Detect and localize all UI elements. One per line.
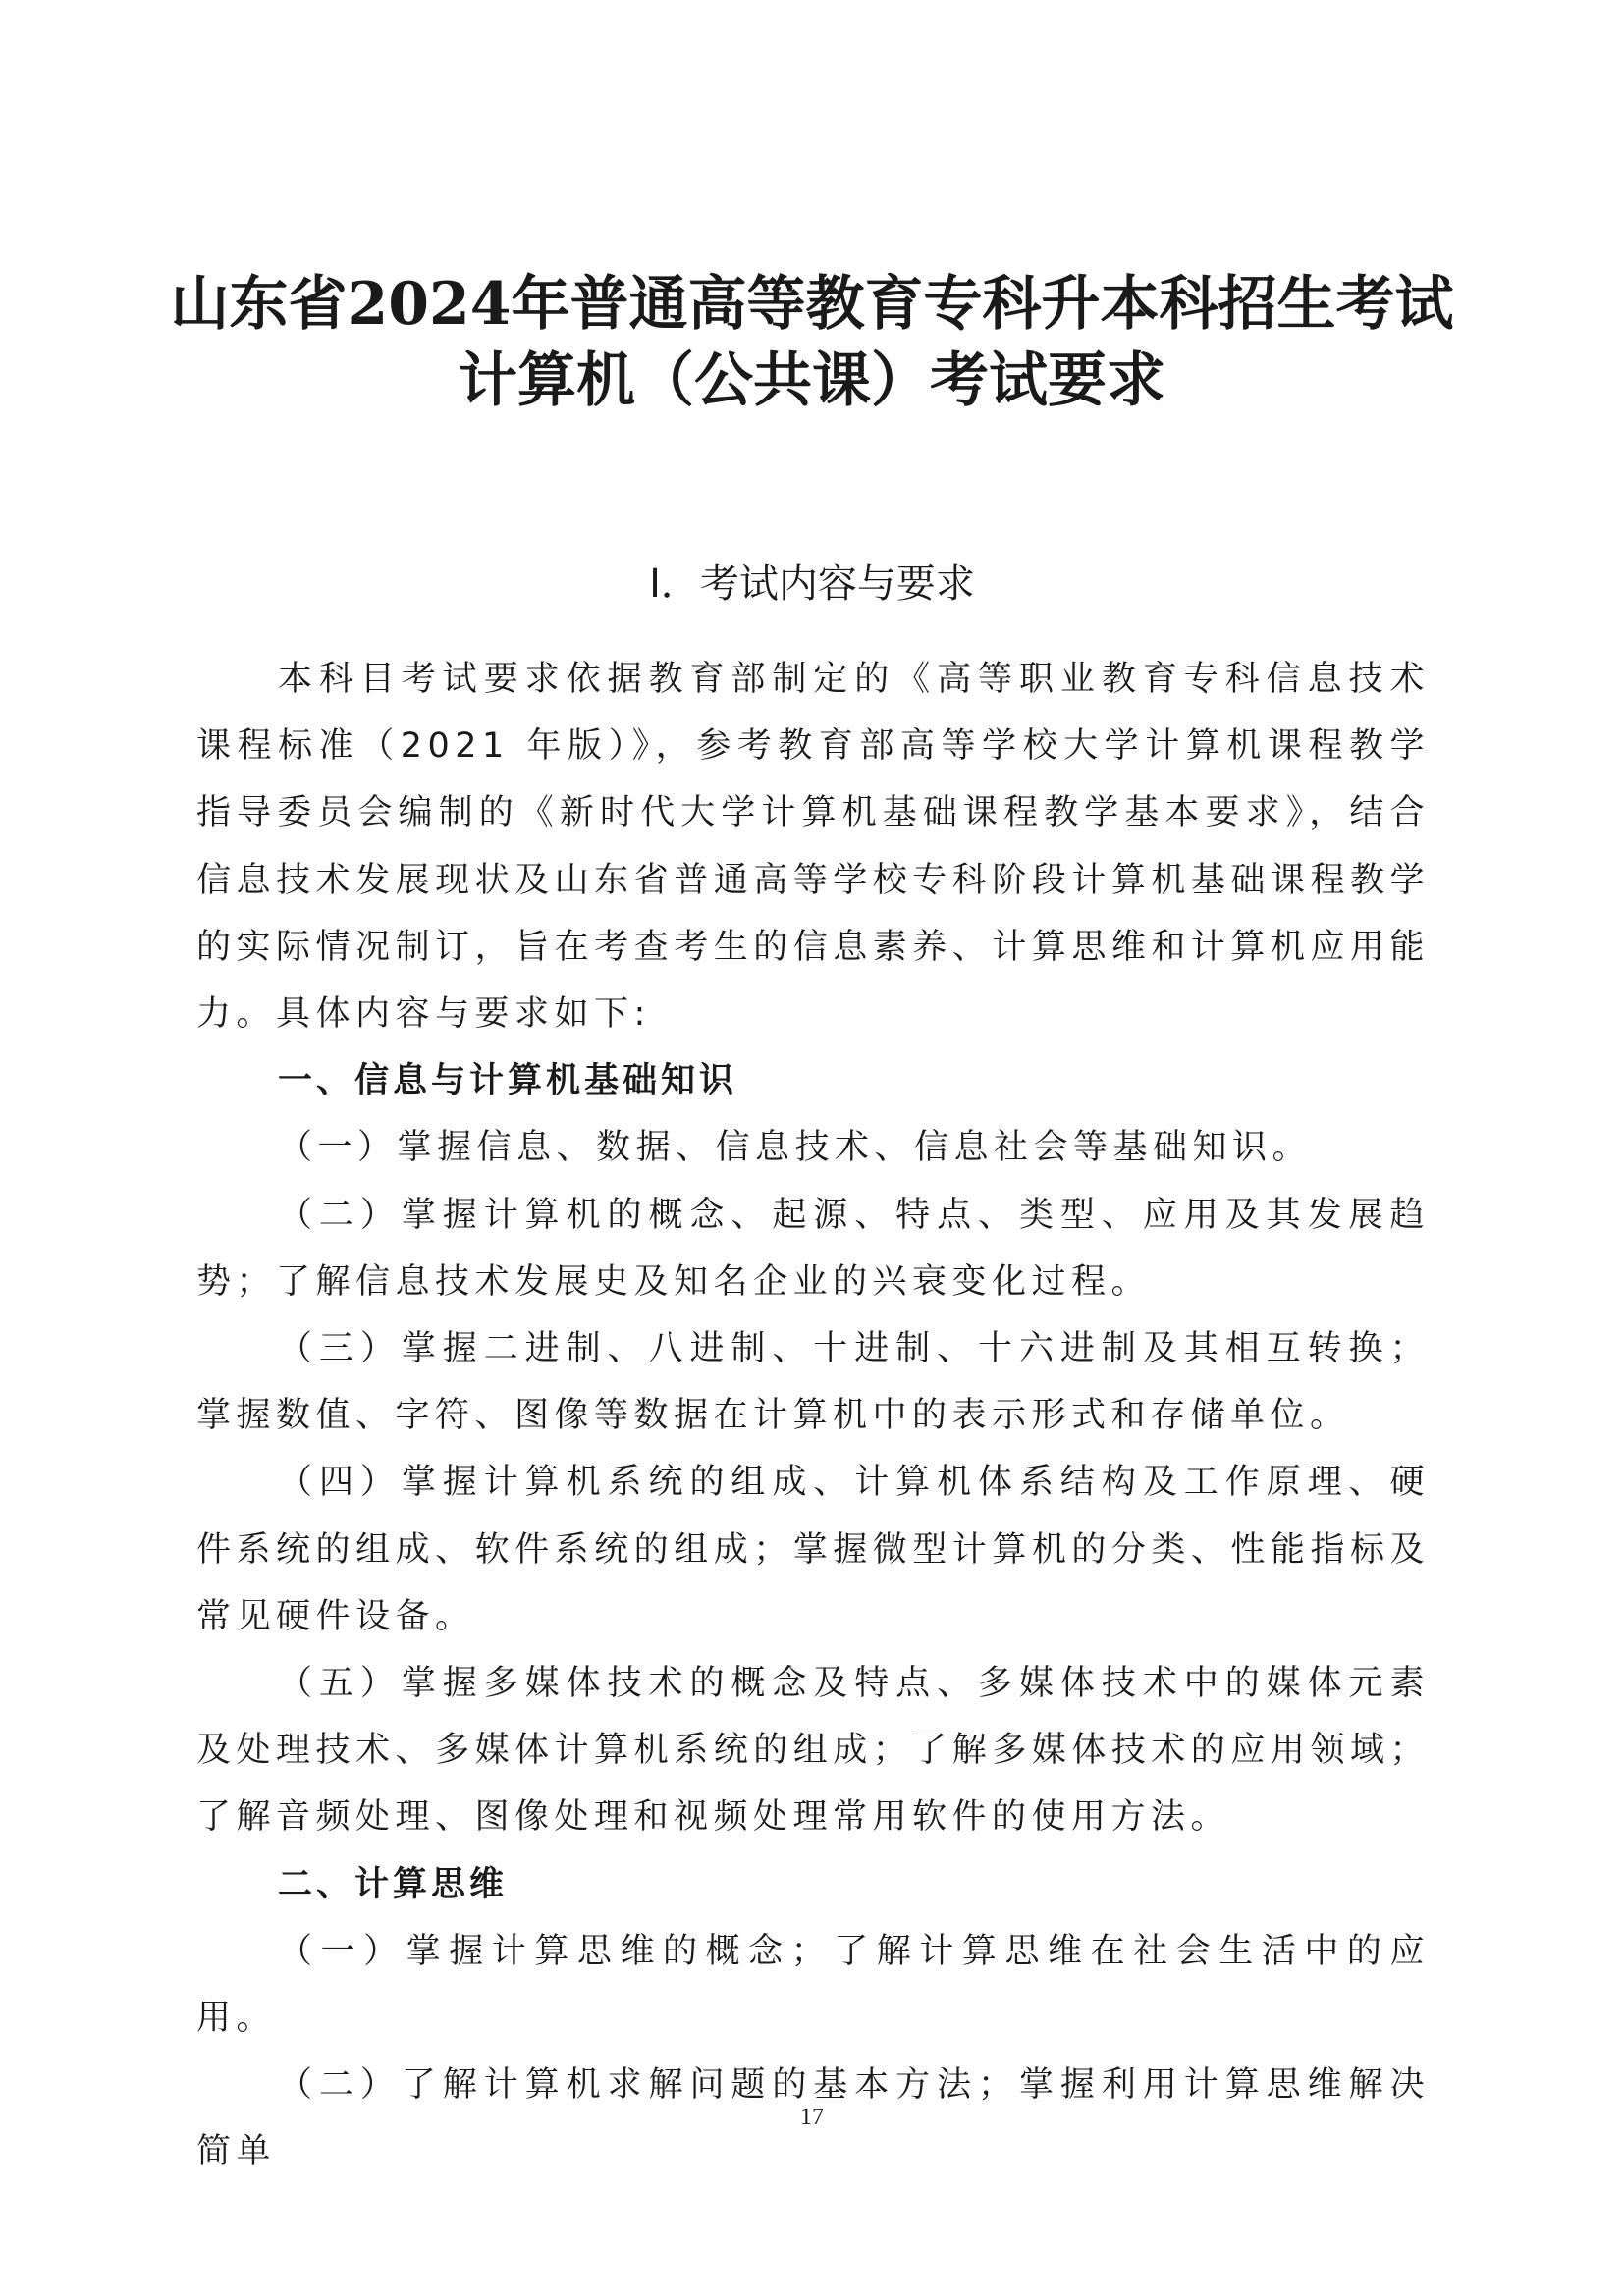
part-1-item-4: （四）掌握计算机系统的组成、计算机体系结构及工作原理、硬件系统的组成、软件系统的组成；掌握微型计算机的分类、性能指标及常见硬件设备。 [196,1463,1430,1636]
part-1-item-5: （五）掌握多媒体技术的概念及特点、多媒体技术中的媒体元素及处理技术、多媒体计算机系统的组成；了解多媒体技术的应用领域；了解音频处理、图像处理和视频处理常用软件的使用方法。 [196,1664,1430,1838]
document-body [196,646,1430,2186]
document-title-line-1: 山东省2024年普通高等教育专科升本科招生考试 [170,270,1454,339]
part-1-item-1: （一）掌握信息、数据、信息技术、信息社会等基础知识。 [278,1128,1313,1168]
part-1-item-3: （三）掌握二进制、八进制、十进制、十六进制及其相互转换；掌握数值、字符、图像等数据在计算机中的表示形式和存储单位。 [196,1329,1430,1436]
section-heading: Ⅰ．考试内容与要求 [649,561,975,607]
part-2-item-2: （二）了解计算机求解问题的基本方法；掌握利用计算思维解决简单 [196,2065,1430,2172]
part-2-heading: 二、计算思维 [278,1864,509,1904]
part-2-item-1: （一）掌握计算思维的概念；了解计算思维在社会生活中的应用。 [196,1931,1430,2039]
part-1-heading: 一、信息与计算机基础知识 [278,1061,738,1101]
page-number: 17 [800,2105,824,2130]
intro-paragraph: 本科目考试要求依据教育部制定的《高等职业教育专科信息技术课程标准（2021 年版）》，参考教育部高等学校大学计算机课程教学指导委员会编制的《新时代大学计算机基础课程教学基本要求》，结合信息技术发展现状及山东省普通高等学校专科阶段计算机基础课程教学的实际情况制订，旨在考查考生的信息素养、计算思维和计算机应用能力。具体内容与要求如下: [196,660,1430,1035]
part-1-item-2: （二）掌握计算机的概念、起源、特点、类型、应用及其发展趋势；了解信息技术发展史及知名企业的兴衰变化过程。 [196,1195,1430,1302]
document-title-line-2: 计算机（公共课）考试要求 [459,347,1165,415]
